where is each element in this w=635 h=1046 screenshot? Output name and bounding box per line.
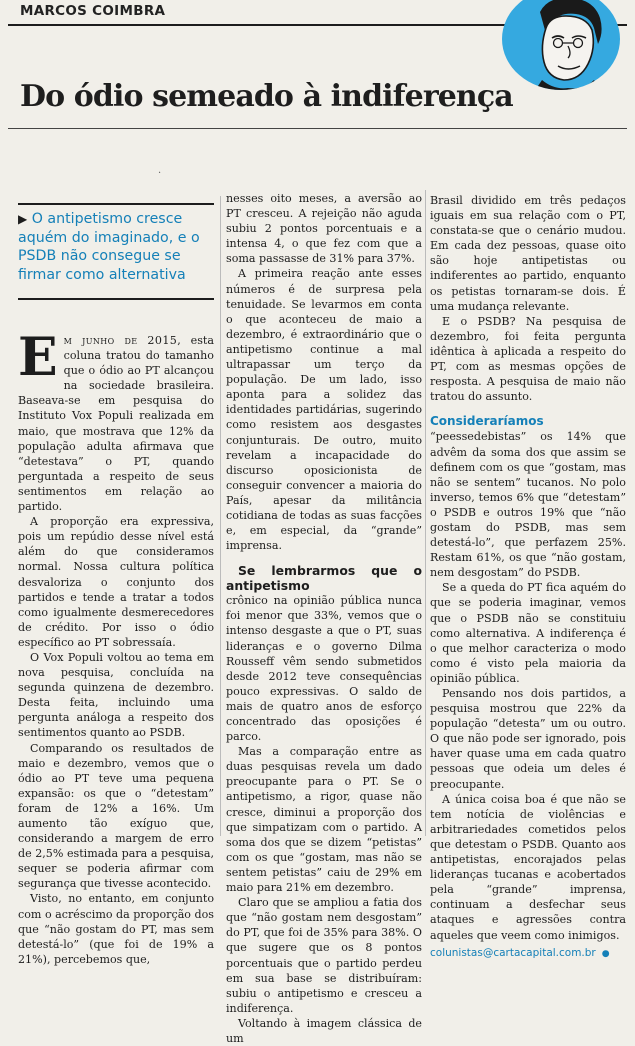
paragraph: crônico na opinião pública nunca foi menor que 33%, vemos que o intenso desgaste a que o PT, suas lideranças e o governo Dilma Rousseff vêm sendo submetidos desde 2012 teve consequências pouco expressivas. O saldo de mais de quatro anos de esforço concentrado das oposições é parco. (226, 594, 422, 744)
column-2 (226, 191, 422, 1046)
paragraph: Brasil dividido em três pedaços iguais em sua relação com o PT, constata-se que o cenário mudou. Em cada dez pessoas, quase oito são hoje antipetistas ou indiferentes ao partido, enquanto os petistas tornaram-se dois. É uma mudança relevante. (430, 194, 626, 313)
paragraph: Comparando os resultados de maio e dezembro, vemos que o ódio ao PT teve uma pequena expansão: os que o “detestam” foram de 12% a 16%. Um aumento tão exíguo que, considerando a margem de erro de 2,5% estimada para a pesquisa, sequer se poderia afirmar com segurança que tivesse acontecido. (18, 741, 214, 891)
paragraph: A primeira reação ante esses números é de surpresa pela tenuidade. Se levarmos em conta o que aconteceu de maio a dezembro, é extraordinário que o antipetismo continue a mal ultrapassar um terço da população. De um lado, isso aponta para a solidez das identidades partidárias, sugerindo como resistem aos desgastes conjunturais. De outro, muito revelam a incapacidade do discurso oposicionista de conseguir convencer a maioria do País, apesar da militância cotidiana de todas as suas facções e, em especial, da “grande” imprensa. (226, 267, 422, 553)
article-deck (18, 210, 214, 284)
lead-text: esta coluna tratou do tamanho que o ódio ao PT alcançou na sociedade brasileira. Baseava-se em pesquisa do Instituto Vox Populi realizada em maio, que mostrava que 12% da população adulta afirmava que “detestava” o PT, quando perguntada a respeito de seus sentimentos em relação ao partido. (18, 334, 215, 514)
printer-dot: · (158, 168, 162, 179)
caricature-illustration (502, 0, 620, 90)
paragraph: Visto, no entanto, em conjunto com o acréscimo da proporção dos que “não gostam do PT, mas sem detestá-lo” (que foi de 19% a 21%), percebemos que, (18, 892, 214, 966)
paragraph: Se a queda do PT fica aquém do que se poderia imaginar, vemos que o PSDB não se constituiu como alternativa. A indiferença é o que melhor caracteriza o modo como é visto pela maioria da opinião pública. (430, 581, 626, 685)
deck-text: O antipetismo cresce aquém do imaginado, e o PSDB não consegue se firmar como alternativa (18, 211, 200, 283)
deck-bottom-rule (18, 298, 214, 300)
column-divider (220, 196, 221, 836)
lead-opening: m junho de 2015, (63, 334, 182, 347)
columnist-email[interactable]: colunistas@cartacapital.com.br (430, 946, 596, 959)
paragraph: E o PSDB? Na pesquisa de dezembro, foi feita pergunta idêntica à aplicada a respeito do PT, com as mesmas opções de resposta. A pesquisa de maio não tratou do assunto. (430, 314, 626, 404)
paragraph (430, 414, 626, 580)
section-subhead: Se lembrarmos que o antipetismo (226, 563, 422, 594)
triangle-bullet-icon: ▶ (18, 212, 28, 226)
deck-top-rule (18, 203, 214, 205)
paragraph: Pensando nos dois partidos, a pesquisa mostrou que 22% da população “detesta” um ou outro. O que não pode ser ignorado, pois haver quase uma em cada quatro pessoas que odeia um deles é preocupante. (430, 687, 626, 791)
author-name: MARCOS COIMBRA (20, 3, 166, 19)
headline-rule (8, 128, 627, 129)
paragraph: nesses oito meses, a aversão ao PT cresceu. A rejeição não aguda subiu 2 pontos porcentuais e a intensa 4, o que fez com que a soma passasse de 31% para 37%. (226, 192, 422, 266)
footer-line (430, 945, 626, 962)
paragraph: Voltando à imagem clássica de um (226, 1016, 422, 1045)
paragraph: Claro que se ampliou a fatia dos que “não gostam nem desgostam” do PT, que foi de 35% para 38%. O que sugere que os 8 pontos porcentuais que o partido perdeu em sua base se distribuíram: subiu o antipetismo e cresceu a indiferença. (226, 896, 422, 1015)
lead-paragraph (18, 327, 215, 514)
drop-cap: E (18, 327, 58, 388)
column-1 (18, 327, 215, 967)
paragraph-text: “peessedebistas” os 14% que advêm da soma dos que assim se definem com os que “gostam, mas não se sentem” tucanos. No polo inverso, temos 6% que “detestam” o PSDB e outros 19% que “não gostam do PSDB, mas sem detestá-lo”, que perfazem 25%. Restam 61%, os que “não gostam, nem desgostam” do PSDB. (430, 430, 626, 580)
author-caricature (502, 0, 620, 90)
paragraph: Mas a comparação entre as duas pesquisas revela um dado preocupante para o PT. Se o antipetismo, a rigor, quase não cresce, diminui a proporção dos que simpatizam com o partido. A soma dos que se dizem “petistas” com os que “gostam, mas não se sentem petistas” caiu de 29% em maio para 21% em dezembro. (226, 745, 422, 895)
article-headline: Do ódio semeado à indiferença (20, 79, 513, 114)
end-mark-icon: ● (601, 948, 610, 959)
paragraph: A proporção era expressiva, pois um repúdio desse nível está além do que consideramos normal. Nossa cultura política desvaloriza o conjunto dos partidos e tende a tratar a todos como igualmente desmerecedores de crédito. Por isso o ódio específico ao PT sobressaía. (18, 515, 214, 649)
run-in-subhead: Consideraríamos (430, 414, 544, 429)
paragraph: A única coisa boa é que não se tem notícia de violências e arbitrariedades cometidos pelos que detestam o PSDB. Quanto aos antipetistas, encorajados pelas lideranças tucanas e acobertados pela “grande” imprensa, continuam a desfechar seus ataques e agressões contra aqueles que veem como inimigos. (430, 792, 626, 942)
paragraph: O Vox Populi voltou ao tema em nova pesquisa, concluída na segunda quinzena de dezembro. Desta feita, incluindo uma pergunta análoga a respeito dos sentimentos quanto ao PSDB. (18, 650, 214, 740)
column-3 (430, 193, 626, 962)
column-divider (425, 190, 426, 836)
